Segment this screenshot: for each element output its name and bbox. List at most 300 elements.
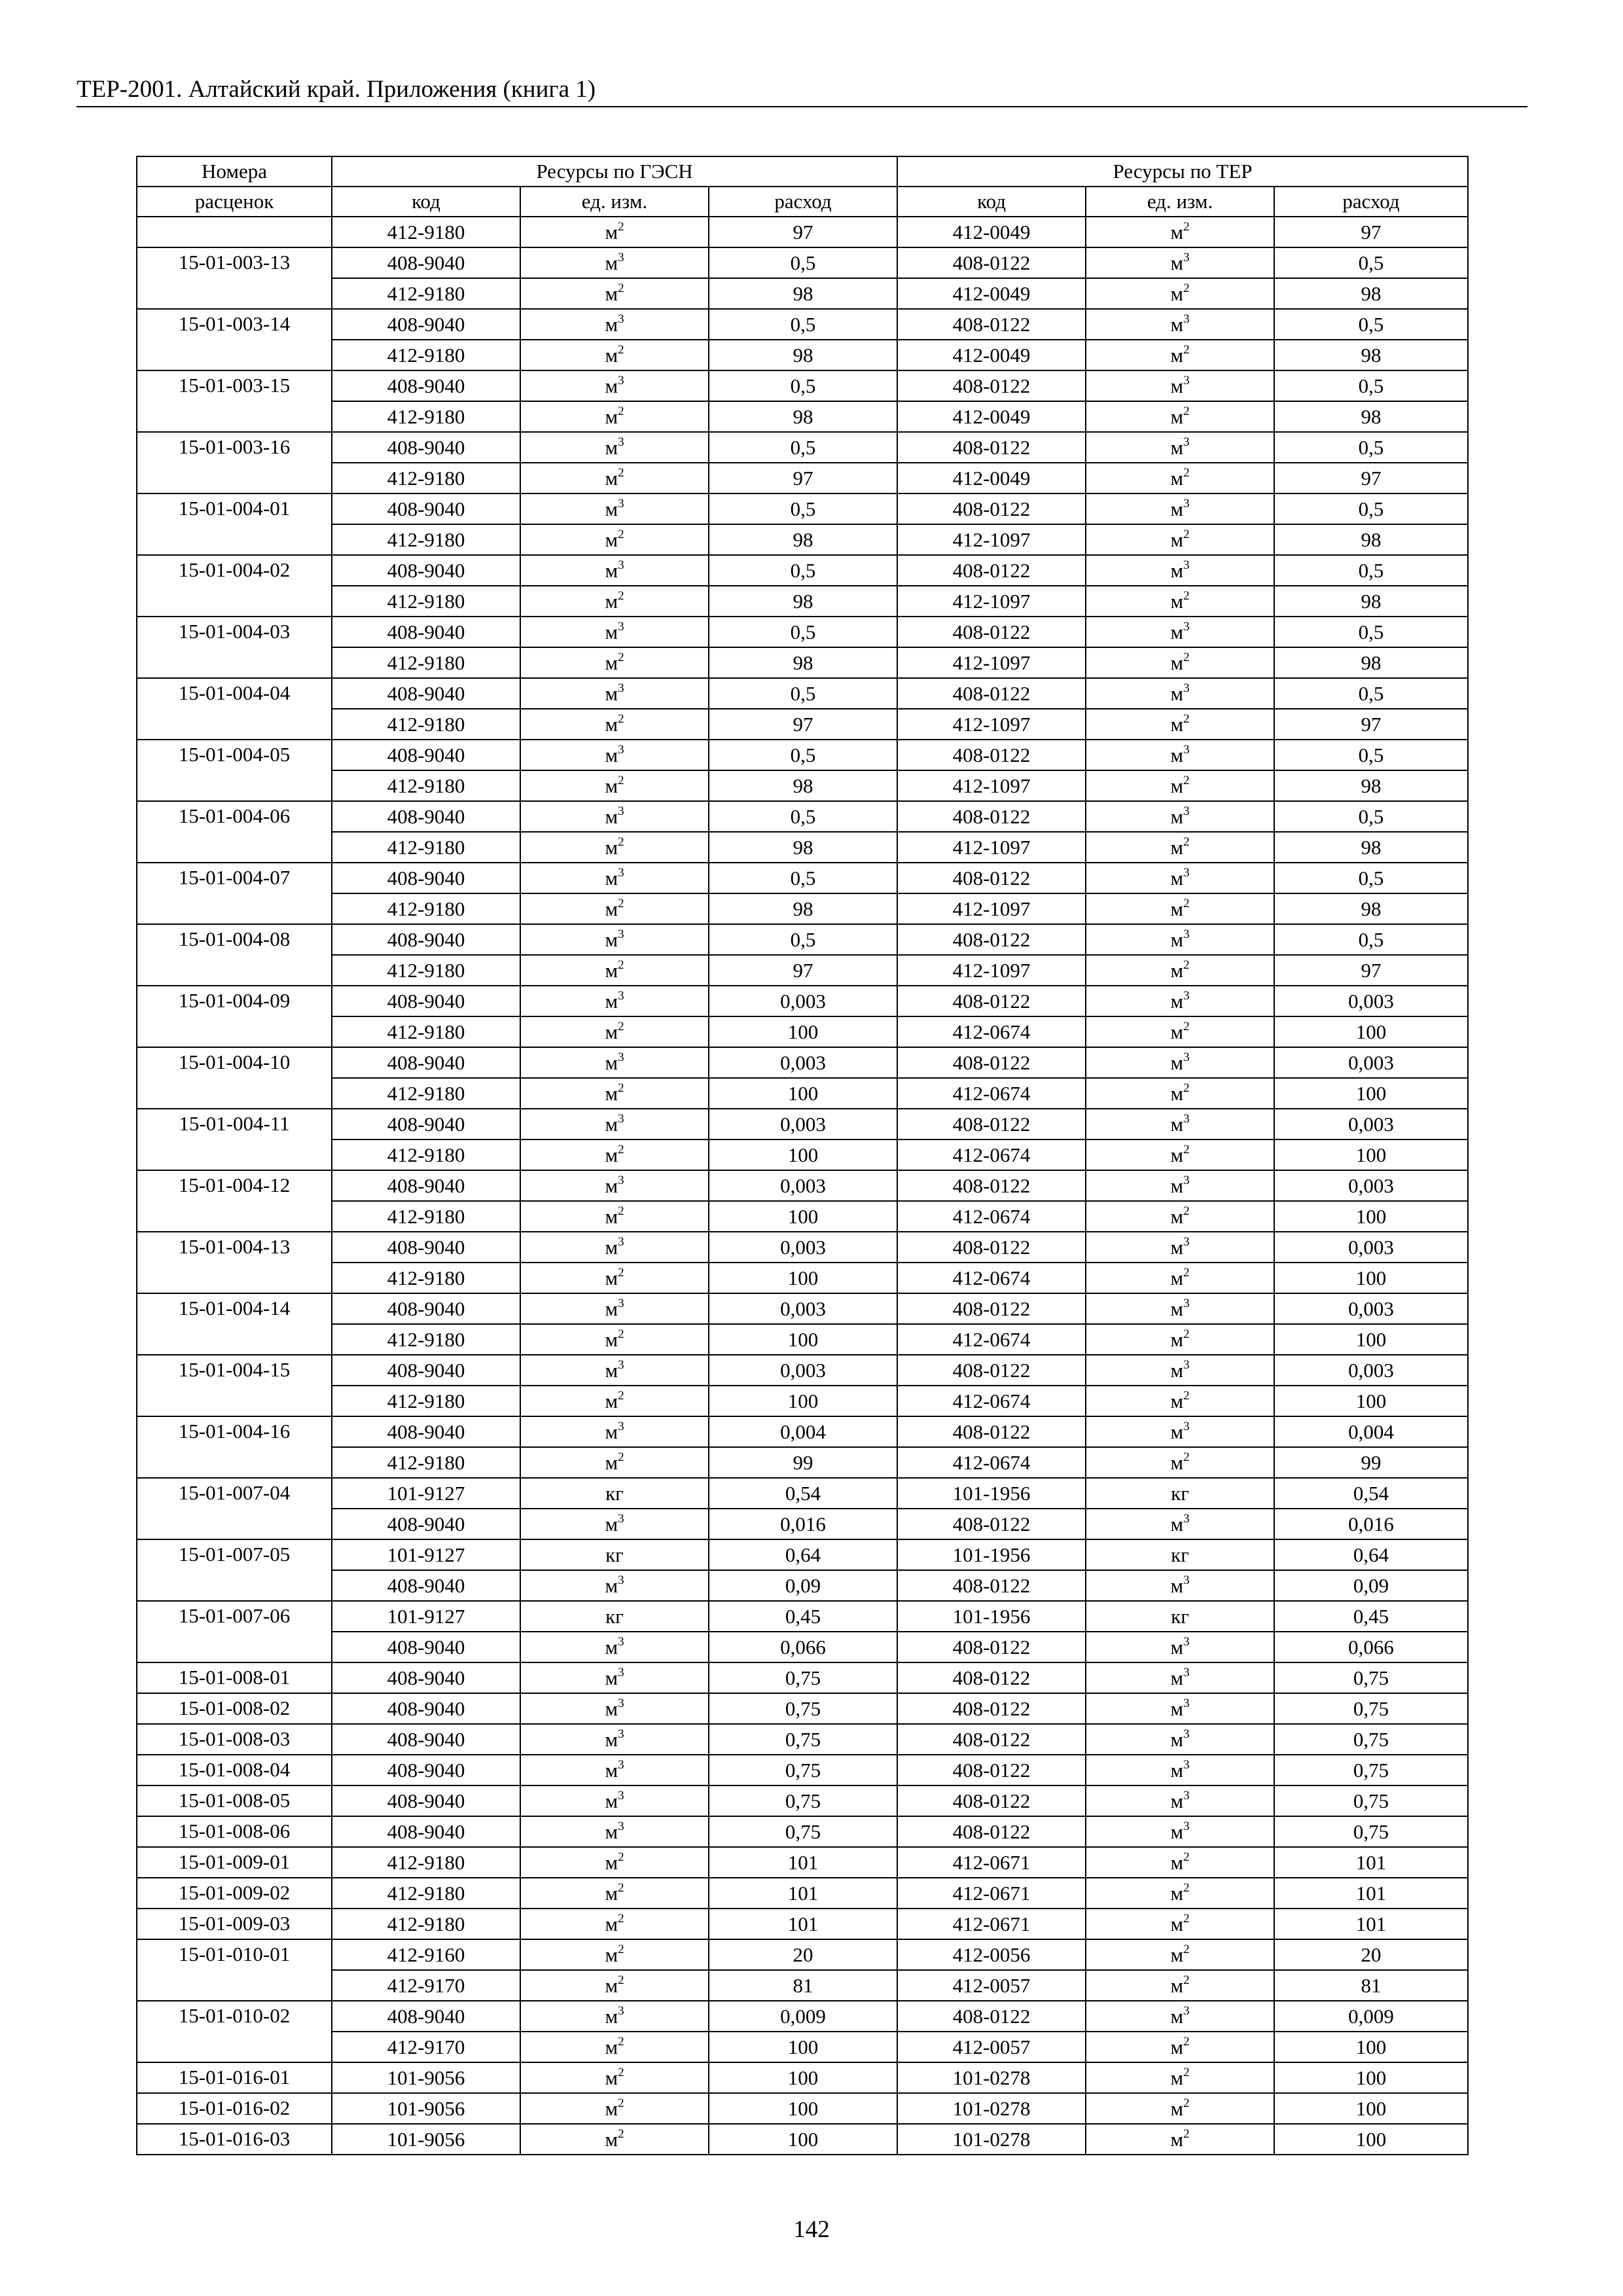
table-row — [137, 801, 1468, 832]
gesn-code-cell: 408-9040 — [332, 555, 520, 586]
ter-unit-cell-base: кг — [1171, 1481, 1189, 1505]
table-row — [137, 1293, 1468, 1324]
gesn-unit-cell-exponent: 2 — [618, 897, 624, 911]
gesn-qty-cell: 100 — [709, 1139, 897, 1170]
table-row — [137, 2032, 1468, 2062]
gesn-unit-cell-exponent: 2 — [618, 2035, 624, 2049]
gesn-code-cell: 408-9040 — [332, 2001, 520, 2032]
gesn-code-cell: 408-9040 — [332, 1355, 520, 1386]
ter-unit-cell — [1086, 370, 1274, 401]
gesn-unit-cell-base: м — [605, 958, 618, 982]
ter-code-cell: 408-0122 — [897, 1816, 1086, 1847]
ter-unit-cell-base: м — [1170, 435, 1184, 459]
ter-qty-cell: 0,5 — [1274, 432, 1468, 463]
ter-qty-cell: 101 — [1274, 1909, 1468, 1939]
gesn-code-cell: 101-9056 — [332, 2124, 520, 2155]
table-row — [137, 1078, 1468, 1109]
gesn-unit-cell-exponent: 3 — [618, 1235, 624, 1249]
gesn-qty-cell: 100 — [709, 1201, 897, 1232]
gesn-qty-cell: 0,5 — [709, 740, 897, 770]
gesn-unit-cell-base: м — [605, 651, 618, 674]
ter-unit-cell — [1086, 893, 1274, 924]
ter-unit-cell-base: м — [1170, 251, 1184, 274]
ter-unit-cell-exponent: 3 — [1183, 2004, 1190, 2018]
ter-unit-cell — [1086, 1416, 1274, 1447]
table-row — [137, 1170, 1468, 1201]
table-row — [137, 432, 1468, 463]
gesn-qty-cell: 98 — [709, 278, 897, 309]
ter-unit-cell — [1086, 1386, 1274, 1416]
table-row — [137, 617, 1468, 647]
ter-unit-cell — [1086, 1785, 1274, 1816]
ter-unit-cell — [1086, 1970, 1274, 2001]
ter-unit-cell — [1086, 1139, 1274, 1170]
ter-code-cell: 408-0122 — [897, 555, 1086, 586]
rate-number-cell: 15-01-004-08 — [137, 924, 332, 986]
rate-number-cell: 15-01-004-03 — [137, 617, 332, 678]
gesn-unit-cell — [520, 1878, 709, 1909]
gesn-unit-cell — [520, 893, 709, 924]
ter-unit-cell-exponent: 2 — [1183, 281, 1190, 296]
gesn-qty-cell: 0,75 — [709, 1693, 897, 1724]
ter-unit-cell — [1086, 678, 1274, 709]
gesn-unit-cell-exponent: 3 — [618, 251, 624, 265]
rate-number-cell: 15-01-010-02 — [137, 2001, 332, 2062]
gesn-unit-cell — [520, 678, 709, 709]
gesn-unit-cell-exponent: 2 — [618, 2127, 624, 2142]
rate-number-cell: 15-01-007-05 — [137, 1539, 332, 1601]
gesn-unit-cell-exponent: 3 — [618, 989, 624, 1003]
gesn-code-cell: 412-9180 — [332, 1878, 520, 1909]
table-row — [137, 1047, 1468, 1078]
gesn-qty-cell: 0,5 — [709, 555, 897, 586]
ter-unit-cell-base: м — [1170, 1573, 1184, 1597]
ter-code-cell: 101-1956 — [897, 1601, 1086, 1632]
gesn-code-cell: 412-9180 — [332, 832, 520, 863]
ter-unit-cell — [1086, 1355, 1274, 1386]
ter-unit-cell-base: м — [1170, 1881, 1184, 1905]
table-row — [137, 1724, 1468, 1755]
gesn-unit-cell-exponent: 2 — [618, 2066, 624, 2080]
rate-number-cell: 15-01-008-06 — [137, 1816, 332, 1847]
table-row — [137, 524, 1468, 555]
gesn-unit-cell-exponent: 2 — [618, 220, 624, 234]
ter-qty-cell: 0,5 — [1274, 247, 1468, 278]
gesn-qty-cell: 0,003 — [709, 1355, 897, 1386]
gesn-qty-cell: 97 — [709, 217, 897, 247]
ter-code-cell: 412-1097 — [897, 647, 1086, 678]
gesn-unit-cell — [520, 617, 709, 647]
ter-code-cell: 412-1097 — [897, 770, 1086, 801]
gesn-unit-cell-exponent: 3 — [618, 1727, 624, 1742]
ter-unit-cell-exponent: 2 — [1183, 1266, 1190, 1280]
gesn-qty-cell: 100 — [709, 1078, 897, 1109]
ter-unit-cell-exponent: 2 — [1183, 1143, 1190, 1157]
gesn-code-cell: 101-9056 — [332, 2062, 520, 2093]
ter-unit-cell-base: м — [1170, 774, 1184, 797]
table-row — [137, 2093, 1468, 2124]
ter-unit-cell — [1086, 832, 1274, 863]
gesn-unit-cell-exponent: 2 — [618, 404, 624, 419]
ter-unit-cell-base: м — [1170, 620, 1184, 643]
gesn-unit-cell — [520, 1109, 709, 1139]
gesn-unit-cell — [520, 709, 709, 740]
ter-qty-cell: 0,009 — [1274, 2001, 1468, 2032]
gesn-unit-cell-base: м — [605, 1635, 618, 1659]
ter-unit-cell-base: м — [1170, 712, 1184, 736]
table-row — [137, 986, 1468, 1016]
ter-unit-cell-exponent: 3 — [1183, 1789, 1190, 1803]
gesn-unit-cell-base: м — [605, 1297, 618, 1320]
ter-code-cell: 408-0122 — [897, 740, 1086, 770]
table-row — [137, 1939, 1468, 1970]
ter-qty-cell: 98 — [1274, 893, 1468, 924]
gesn-code-cell: 101-9127 — [332, 1539, 520, 1570]
gesn-unit-cell — [520, 1601, 709, 1632]
page-number: 142 — [793, 2216, 830, 2243]
gesn-unit-cell — [520, 1632, 709, 1662]
gesn-code-cell: 408-9040 — [332, 247, 520, 278]
ter-qty-cell: 0,003 — [1274, 1047, 1468, 1078]
gesn-unit-cell-exponent: 2 — [618, 1450, 624, 1465]
rate-number-cell: 15-01-007-06 — [137, 1601, 332, 1662]
ter-unit-cell-exponent: 2 — [1183, 774, 1190, 788]
ter-unit-cell — [1086, 1109, 1274, 1139]
ter-unit-cell-base: кг — [1171, 1543, 1189, 1566]
ter-unit-cell-exponent: 3 — [1183, 1112, 1190, 1126]
ter-unit-cell-exponent: 2 — [1183, 835, 1190, 850]
rate-number-cell: 15-01-004-07 — [137, 863, 332, 924]
table-row — [137, 1970, 1468, 2001]
gesn-qty-cell: 0,54 — [709, 1478, 897, 1509]
table-row — [137, 1478, 1468, 1509]
ter-code-cell: 408-0122 — [897, 2001, 1086, 2032]
gesn-unit-cell-exponent: 2 — [618, 343, 624, 357]
gesn-code-cell: 412-9180 — [332, 955, 520, 986]
ter-unit-cell — [1086, 1909, 1274, 1939]
ter-qty-header: расход — [1274, 187, 1468, 217]
ter-unit-cell-exponent: 2 — [1183, 1881, 1190, 1895]
ter-unit-cell-exponent: 3 — [1183, 620, 1190, 634]
gesn-code-cell: 412-9180 — [332, 1447, 520, 1478]
ter-unit-cell-exponent: 2 — [1183, 528, 1190, 542]
table-row — [137, 340, 1468, 370]
ter-qty-cell: 81 — [1274, 1970, 1468, 2001]
table-row — [137, 1693, 1468, 1724]
ter-qty-cell: 98 — [1274, 524, 1468, 555]
gesn-code-cell: 412-9170 — [332, 2032, 520, 2062]
ter-qty-cell: 0,003 — [1274, 1170, 1468, 1201]
gesn-unit-cell-base: м — [605, 743, 618, 766]
ter-unit-cell — [1086, 801, 1274, 832]
ter-code-cell: 408-0122 — [897, 247, 1086, 278]
ter-code-cell: 101-0278 — [897, 2093, 1086, 2124]
ter-unit-cell-base: м — [1170, 1204, 1184, 1228]
gesn-unit-cell-base: м — [605, 220, 618, 243]
table-row — [137, 278, 1468, 309]
ter-code-cell: 408-0122 — [897, 924, 1086, 955]
gesn-unit-cell-base: м — [605, 1420, 618, 1443]
rate-number-cell: 15-01-008-04 — [137, 1755, 332, 1785]
rate-number-cell: 15-01-004-05 — [137, 740, 332, 801]
ter-unit-cell-exponent: 3 — [1183, 1727, 1190, 1742]
rate-number-cell: 15-01-003-14 — [137, 309, 332, 370]
ter-qty-cell: 100 — [1274, 2032, 1468, 2062]
ter-qty-cell: 0,016 — [1274, 1509, 1468, 1539]
ter-qty-cell: 0,066 — [1274, 1632, 1468, 1662]
gesn-qty-cell: 0,003 — [709, 1109, 897, 1139]
ter-unit-cell-exponent: 3 — [1183, 743, 1190, 757]
table-row — [137, 401, 1468, 432]
ter-code-cell: 408-0122 — [897, 678, 1086, 709]
ter-unit-cell — [1086, 586, 1274, 617]
gesn-code-cell: 412-9180 — [332, 463, 520, 493]
ter-unit-cell-base: м — [1170, 343, 1184, 367]
gesn-unit-cell-exponent: 3 — [618, 2004, 624, 2018]
ter-code-cell: 412-0674 — [897, 1139, 1086, 1170]
gesn-unit-cell-base: м — [605, 1235, 618, 1259]
gesn-code-cell: 412-9180 — [332, 893, 520, 924]
ter-unit-cell-base: м — [1170, 1235, 1184, 1259]
ter-unit-cell-base: м — [1170, 1020, 1184, 1043]
rate-number-cell: 15-01-003-16 — [137, 432, 332, 493]
gesn-unit-cell-exponent: 2 — [618, 1943, 624, 1957]
gesn-unit-cell-base: м — [605, 1512, 618, 1535]
ter-qty-cell: 100 — [1274, 1016, 1468, 1047]
gesn-unit-cell — [520, 463, 709, 493]
gesn-unit-cell-base: м — [605, 989, 618, 1013]
gesn-code-cell: 408-9040 — [332, 493, 520, 524]
rate-number-cell: 15-01-004-09 — [137, 986, 332, 1047]
gesn-unit-cell — [520, 1539, 709, 1570]
gesn-qty-cell: 100 — [709, 1324, 897, 1355]
ter-unit-cell-exponent: 3 — [1183, 558, 1190, 573]
ter-unit-cell — [1086, 617, 1274, 647]
ter-unit-cell-exponent: 3 — [1183, 804, 1190, 819]
gesn-qty-cell: 0,5 — [709, 432, 897, 463]
gesn-unit-cell — [520, 401, 709, 432]
ter-unit-cell-base: м — [1170, 1297, 1184, 1320]
rate-number-cell: 15-01-004-15 — [137, 1355, 332, 1416]
ter-qty-cell: 97 — [1274, 463, 1468, 493]
gesn-qty-cell: 81 — [709, 1970, 897, 2001]
ter-qty-cell: 0,75 — [1274, 1693, 1468, 1724]
ter-qty-cell: 98 — [1274, 770, 1468, 801]
gesn-code-cell: 412-9180 — [332, 1324, 520, 1355]
gesn-unit-cell-exponent: 3 — [618, 620, 624, 634]
gesn-code-cell: 412-9180 — [332, 217, 520, 247]
gesn-unit-cell-exponent: 3 — [618, 1512, 624, 1526]
ter-qty-cell: 0,75 — [1274, 1662, 1468, 1693]
gesn-unit-cell-exponent: 3 — [618, 435, 624, 450]
gesn-code-cell: 408-9040 — [332, 1662, 520, 1693]
table-row — [137, 1847, 1468, 1878]
gesn-unit-cell-exponent: 2 — [618, 1389, 624, 1403]
gesn-unit-cell-exponent: 3 — [618, 1358, 624, 1372]
gesn-unit-cell-exponent: 2 — [618, 2096, 624, 2111]
ter-unit-cell-base: м — [1170, 466, 1184, 490]
gesn-unit-cell-exponent: 3 — [618, 866, 624, 880]
ter-unit-cell — [1086, 2093, 1274, 2124]
table-row — [137, 863, 1468, 893]
ter-qty-cell: 98 — [1274, 401, 1468, 432]
gesn-unit-cell-exponent: 3 — [618, 1758, 624, 1772]
rate-number-cell: 15-01-004-16 — [137, 1416, 332, 1478]
ter-unit-cell — [1086, 1447, 1274, 1478]
gesn-qty-cell: 0,09 — [709, 1570, 897, 1601]
gesn-unit-cell-exponent: 2 — [618, 1850, 624, 1865]
gesn-qty-cell: 0,003 — [709, 986, 897, 1016]
ter-unit-cell-base: м — [1170, 2096, 1184, 2120]
ter-unit-cell-exponent: 3 — [1183, 866, 1190, 880]
table-row — [137, 555, 1468, 586]
ter-code-cell: 412-0049 — [897, 463, 1086, 493]
table-row — [137, 1878, 1468, 1909]
ter-unit-cell — [1086, 1509, 1274, 1539]
table-body — [137, 217, 1468, 2155]
table-row — [137, 1139, 1468, 1170]
gesn-code-cell: 101-9056 — [332, 2093, 520, 2124]
table-row — [137, 832, 1468, 863]
gesn-unit-cell-exponent: 3 — [618, 681, 624, 696]
ter-code-cell: 101-1956 — [897, 1478, 1086, 1509]
ter-code-cell: 408-0122 — [897, 1355, 1086, 1386]
ter-qty-cell: 100 — [1274, 1139, 1468, 1170]
table-row — [137, 309, 1468, 340]
rate-number-cell: 15-01-008-05 — [137, 1785, 332, 1816]
table-row — [137, 1355, 1468, 1386]
gesn-code-cell: 412-9180 — [332, 1078, 520, 1109]
gesn-unit-cell-exponent: 2 — [618, 589, 624, 603]
gesn-qty-cell: 0,75 — [709, 1662, 897, 1693]
gesn-unit-cell — [520, 832, 709, 863]
gesn-code-cell: 408-9040 — [332, 678, 520, 709]
ter-qty-cell: 0,5 — [1274, 617, 1468, 647]
gesn-unit-cell-base: м — [605, 1850, 618, 1874]
table-row — [137, 247, 1468, 278]
gesn-unit-cell-base: м — [605, 281, 618, 305]
gesn-unit-cell — [520, 1078, 709, 1109]
ter-qty-cell: 97 — [1274, 709, 1468, 740]
ter-unit-cell — [1086, 924, 1274, 955]
ter-code-cell: 408-0122 — [897, 1170, 1086, 1201]
gesn-unit-cell-base: м — [605, 1020, 618, 1043]
ter-unit-cell-base: м — [1170, 1789, 1184, 1812]
gesn-qty-cell: 20 — [709, 1939, 897, 1970]
gesn-unit-cell-base: м — [605, 343, 618, 367]
gesn-unit-cell — [520, 986, 709, 1016]
gesn-qty-cell: 100 — [709, 2062, 897, 2093]
gesn-qty-cell: 98 — [709, 647, 897, 678]
gesn-unit-cell — [520, 1693, 709, 1724]
ter-qty-cell: 99 — [1274, 1447, 1468, 1478]
ter-unit-cell-base: м — [1170, 1174, 1184, 1197]
ter-unit-cell-exponent: 3 — [1183, 927, 1190, 942]
rate-number-header: Номера — [137, 156, 332, 187]
ter-qty-cell: 97 — [1274, 217, 1468, 247]
ter-unit-cell-base: м — [1170, 374, 1184, 397]
ter-code-cell: 408-0122 — [897, 1047, 1086, 1078]
gesn-unit-cell-exponent: 2 — [618, 466, 624, 480]
ter-qty-cell: 0,45 — [1274, 1601, 1468, 1632]
rate-number-cell: 15-01-010-01 — [137, 1939, 332, 2001]
ter-code-cell: 412-0671 — [897, 1909, 1086, 1939]
ter-unit-cell — [1086, 955, 1274, 986]
ter-unit-cell-base: м — [1170, 2004, 1184, 2028]
table-header — [137, 156, 1468, 217]
gesn-code-cell: 412-9180 — [332, 278, 520, 309]
gesn-unit-cell — [520, 1139, 709, 1170]
ter-qty-cell: 100 — [1274, 2124, 1468, 2155]
gesn-unit-cell-exponent: 2 — [618, 1327, 624, 1342]
rate-number-cell: 15-01-004-11 — [137, 1109, 332, 1170]
ter-unit-cell — [1086, 2001, 1274, 2032]
rate-number-cell: 15-01-004-01 — [137, 493, 332, 555]
gesn-unit-cell-base: м — [605, 1204, 618, 1228]
gesn-code-cell: 408-9040 — [332, 432, 520, 463]
ter-unit-cell-exponent: 2 — [1183, 404, 1190, 419]
gesn-qty-cell: 101 — [709, 1878, 897, 1909]
gesn-unit-cell-exponent: 3 — [618, 1789, 624, 1803]
rate-number-header-line2: расценок — [137, 187, 332, 217]
ter-unit-cell-base: м — [1170, 281, 1184, 305]
gesn-unit-cell — [520, 2062, 709, 2093]
gesn-qty-cell: 98 — [709, 401, 897, 432]
gesn-qty-header: расход — [709, 187, 897, 217]
ter-code-cell: 408-0122 — [897, 863, 1086, 893]
gesn-unit-cell-base: кг — [605, 1604, 624, 1628]
gesn-unit-cell-base: м — [605, 1327, 618, 1351]
gesn-unit-cell-base: м — [605, 1112, 618, 1136]
ter-unit-cell — [1086, 1016, 1274, 1047]
gesn-unit-cell — [520, 1847, 709, 1878]
ter-code-cell: 412-0674 — [897, 1447, 1086, 1478]
gesn-unit-cell-exponent: 2 — [618, 1204, 624, 1219]
rate-number-cell: 15-01-003-15 — [137, 370, 332, 432]
ter-unit-cell — [1086, 401, 1274, 432]
ter-unit-cell — [1086, 2032, 1274, 2062]
ter-unit-cell-exponent: 2 — [1183, 1450, 1190, 1465]
rate-number-cell: 15-01-009-03 — [137, 1909, 332, 1939]
ter-unit-cell-base: м — [1170, 2127, 1184, 2151]
ter-unit-cell — [1086, 1263, 1274, 1293]
gesn-unit-cell-base: м — [605, 558, 618, 582]
gesn-unit-cell-exponent: 3 — [618, 1666, 624, 1680]
ter-unit-cell-base: м — [1170, 2066, 1184, 2089]
ter-code-cell: 412-1097 — [897, 586, 1086, 617]
gesn-qty-cell: 97 — [709, 709, 897, 740]
gesn-qty-cell: 0,75 — [709, 1785, 897, 1816]
gesn-code-cell: 408-9040 — [332, 801, 520, 832]
ter-qty-cell: 0,5 — [1274, 801, 1468, 832]
ter-unit-cell-exponent: 2 — [1183, 589, 1190, 603]
ter-unit-cell-base: м — [1170, 1266, 1184, 1289]
ter-unit-cell — [1086, 1878, 1274, 1909]
ter-code-cell: 412-1097 — [897, 832, 1086, 863]
ter-unit-cell-base: м — [1170, 1973, 1184, 1997]
gesn-unit-cell-exponent: 2 — [618, 1020, 624, 1034]
ter-unit-cell-base: м — [1170, 1327, 1184, 1351]
gesn-unit-cell — [520, 1355, 709, 1386]
ter-unit-cell-exponent: 2 — [1183, 220, 1190, 234]
ter-unit-cell — [1086, 1601, 1274, 1632]
gesn-unit-cell — [520, 1170, 709, 1201]
rate-number-cell: 15-01-004-06 — [137, 801, 332, 863]
ter-unit-cell-exponent: 3 — [1183, 1050, 1190, 1065]
gesn-unit-cell-base: м — [605, 835, 618, 859]
gesn-qty-cell: 0,5 — [709, 678, 897, 709]
gesn-unit-cell-base: м — [605, 1389, 618, 1412]
